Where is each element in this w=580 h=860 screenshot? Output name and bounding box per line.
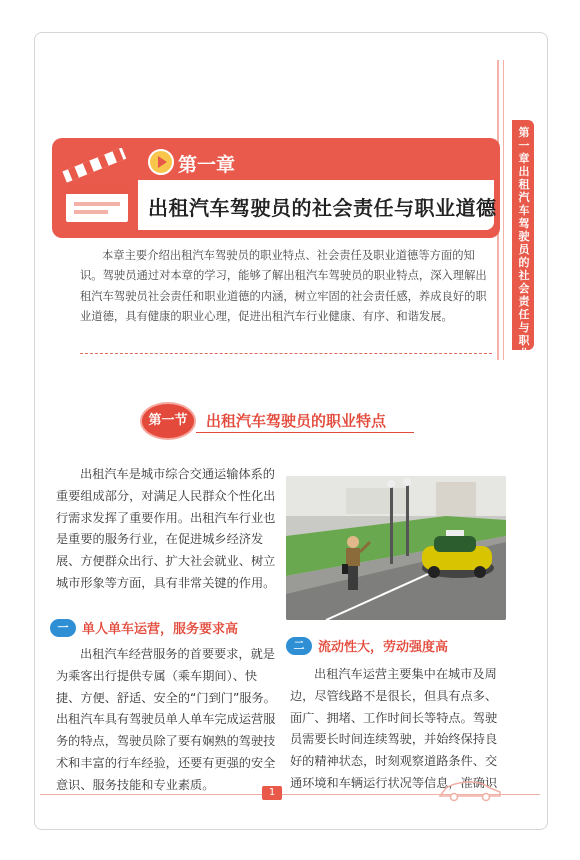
- chapter-title: 出租汽车驾驶员的社会责任与职业道德: [148, 196, 497, 220]
- intro-divider: [80, 353, 492, 354]
- subsection-heading-1: [50, 618, 238, 637]
- side-decoration-line: [503, 60, 504, 360]
- clapperboard-icon: [60, 148, 136, 228]
- paragraph-subsection-2: 出租汽车运营主要集中在城市及周边，尽管线路不是很长，但具有点多、面广、拥堵、工作时间长等特点。驾驶员需要长时间连续驾驶，并始终保持良好的精神状态，时刻观察道路条件、交通环境和车辆运行状况等信息，准确识: [290, 667, 498, 790]
- section-badge: 第一节: [140, 402, 196, 440]
- chapter-side-tab-text: 第一章 出租汽车驾驶员的社会责任与职业道德: [518, 126, 530, 386]
- play-icon: [148, 149, 174, 175]
- subsection-heading-2: [286, 636, 448, 655]
- taxi-street-illustration: [286, 476, 506, 620]
- subsection-number-badge: 二: [286, 637, 312, 655]
- subsection-number-badge: 一: [50, 619, 76, 637]
- chapter-label: 第一章: [178, 154, 236, 176]
- paragraph-intro: 出租汽车是城市综合交通运输体系的重要组成部分，对满足人民群众个性化出行需求发挥了重要作用。出租汽车行业也是重要的服务行业，在促进城乡经济发展、方便群众出行、扩大社会就业、树立城市形象等方面，具有非常关键的作用。: [56, 467, 276, 590]
- car-outline-icon: [436, 778, 504, 802]
- section-underline: [196, 432, 414, 433]
- page-number: 1: [262, 786, 282, 800]
- paragraph-subsection-1: 出租汽车经营服务的首要要求，就是为乘客出行提供专属（乘车期间）、快捷、方便、舒适、安全的“门到门”服务。出租汽车具有驾驶员单人单车完成运营服务的特点，驾驶员除了要有娴熟的驾驶技术和丰富的行车经验，还要有更强的安全意识、服务技能和专业素质。: [56, 647, 276, 792]
- subsection-title: 单人单车运营，服务要求高: [82, 622, 239, 637]
- subsection-title: 流动性大，劳动强度高: [318, 640, 449, 655]
- section-title: 出租汽车驾驶员的职业特点: [206, 412, 387, 430]
- chapter-intro: 本章主要介绍出租汽车驾驶员的职业特点、社会责任及职业道德等方面的知识。驾驶员通过对本章的学习，能够了解出租汽车驾驶员的职业特点，深入理解出租汽车驾驶员社会责任和职业道德的内涵，树立牢固的社会责任感，养成良好的职业道德，具有健康的职业心理，促进出租汽车行业健康、有序、和谐发展。: [80, 249, 487, 324]
